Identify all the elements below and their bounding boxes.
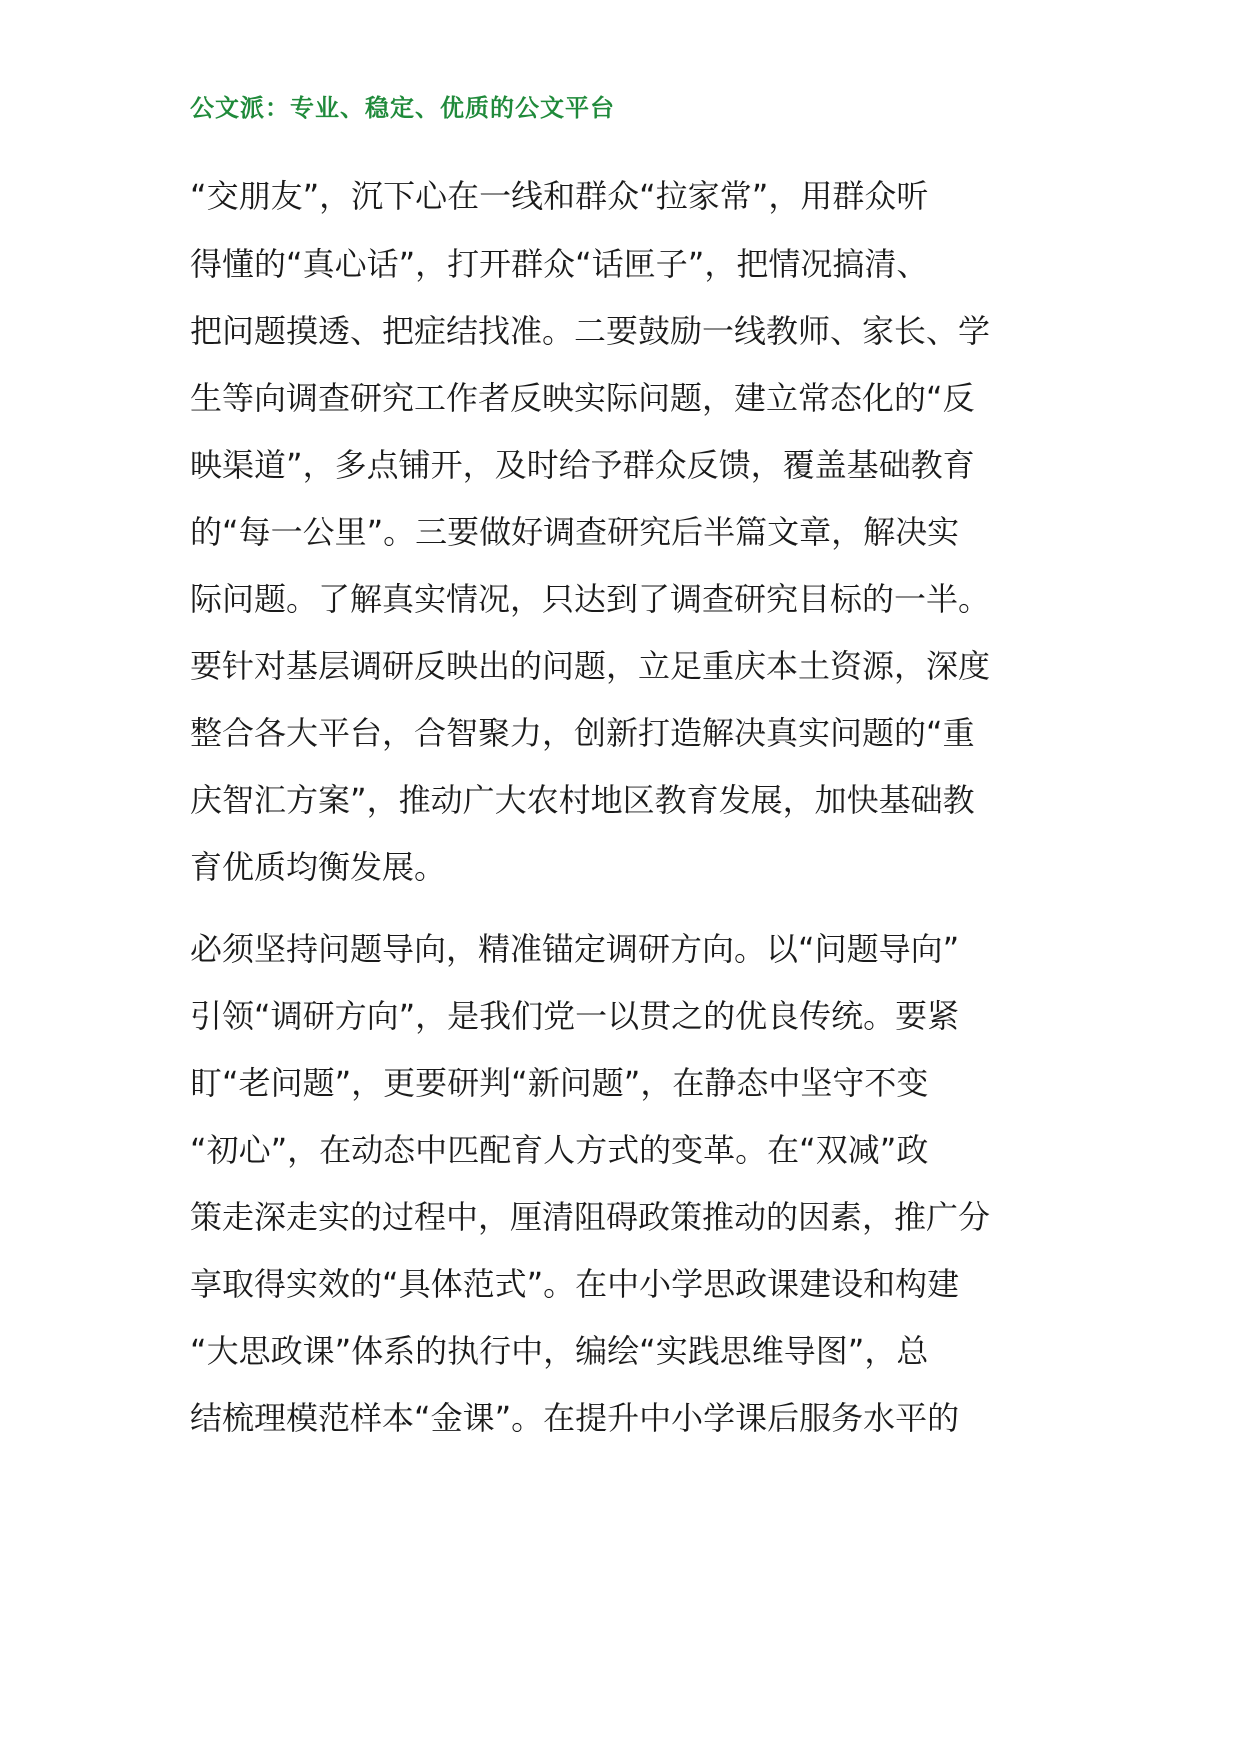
body-line: 的“每一公里”。三要做好调查研究后半篇文章，解决实 (190, 513, 960, 551)
body-line: 际问题。了解真实情况，只达到了调查研究目标的一半。 (190, 580, 991, 618)
body-line: 策走深走实的过程中，厘清阻碍政策推动的因素，推广分 (190, 1198, 991, 1236)
body-line: 必须坚持问题导向，精准锚定调研方向。以“问题导向” (190, 930, 960, 968)
body-line: 盯“老问题”，更要研判“新问题”，在静态中坚守不变 (190, 1064, 929, 1102)
body-line: “大思政课”体系的执行中，编绘“实践思维导图”，总 (190, 1332, 929, 1370)
body-line: 引领“调研方向”，是我们党一以贯之的优良传统。要紧 (190, 997, 960, 1035)
page-header-title: 公文派：专业、稳定、优质的公文平台 (190, 94, 615, 122)
body-line: 育优质均衡发展。 (190, 848, 447, 886)
body-line: 生等向调查研究工作者反映实际问题，建立常态化的“反 (190, 379, 975, 417)
body-line: 结梳理模范样本“金课”。在提升中小学课后服务水平的 (190, 1399, 960, 1437)
body-line: 享取得实效的“具体范式”。在中小学思政课建设和构建 (190, 1265, 960, 1303)
body-line: “初心”，在动态中匹配育人方式的变革。在“双减”政 (190, 1131, 929, 1169)
body-line: 映渠道”，多点铺开，及时给予群众反馈，覆盖基础教育 (190, 446, 975, 484)
body-line: “交朋友”，沉下心在一线和群众“拉家常”，用群众听 (190, 177, 929, 215)
body-line: 要针对基层调研反映出的问题，立足重庆本土资源，深度 (190, 647, 991, 685)
body-line: 庆智汇方案”，推动广大农村地区教育发展，加快基础教 (190, 781, 975, 819)
body-line: 整合各大平台，合智聚力，创新打造解决真实问题的“重 (190, 714, 975, 752)
body-line: 得懂的“真心话”，打开群众“话匣子”，把情况搞清、 (190, 245, 929, 283)
body-line: 把问题摸透、把症结找准。二要鼓励一线教师、家长、学 (190, 312, 991, 350)
